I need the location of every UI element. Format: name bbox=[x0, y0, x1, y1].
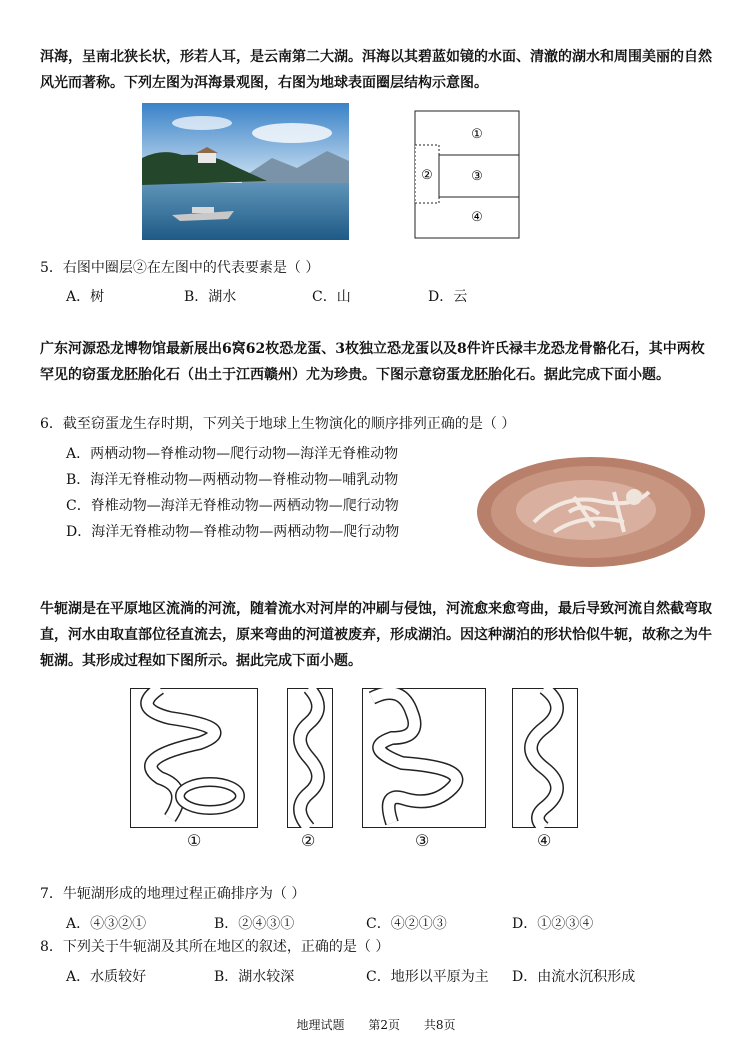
oviraptor-embryo-fossil-image bbox=[474, 452, 708, 570]
q7-option-c[interactable]: C．④②①③ bbox=[366, 916, 447, 932]
q6-option-a[interactable]: A．两栖动物—脊椎动物—爬行动物—海洋无脊椎动物 bbox=[66, 446, 399, 462]
section1-intro: 洱海，呈南北狭长状，形若人耳，是云南第二大湖。洱海以其碧蓝如镜的水面、清澈的湖水和周围美丽的自然风光而著称。下列左图为洱海景观图，右图为地球表面圈层结构示意图。 bbox=[40, 49, 712, 91]
q6-option-c[interactable]: C．脊椎动物—海洋无脊椎动物—两栖动物—爬行动物 bbox=[66, 498, 399, 514]
q5-option-b[interactable]: B．湖水 bbox=[184, 289, 237, 305]
section3-intro: 牛轭湖是在平原地区流淌的河流，随着流水对河岸的冲刷与侵蚀，河流愈来愈弯曲，最后导致河流自然截弯取直，河水由取直部位径直流去，原来弯曲的河道被废弃，形成湖泊。因这种湖泊的形状恰似牛轭，故称之为牛轭湖。其形成过程如下图所示。据此完成下面小题。 bbox=[40, 601, 712, 669]
footer-total: 共8页 bbox=[423, 1018, 456, 1032]
oxbow-panel-4-label: ④ bbox=[537, 831, 552, 850]
q5-stem: 5．右图中圈层②在左图中的代表要素是（ ） bbox=[40, 260, 320, 276]
q5-option-a[interactable]: A．树 bbox=[66, 289, 105, 305]
q7-stem: 7．牛轭湖形成的地理过程正确排序为（ ） bbox=[40, 886, 306, 902]
q7-option-a[interactable]: A．④③②① bbox=[66, 916, 147, 932]
q7-option-d[interactable]: D．①②③④ bbox=[512, 916, 594, 932]
q6-option-b[interactable]: B．海洋无脊椎动物—两栖动物—脊椎动物—哺乳动物 bbox=[66, 472, 399, 488]
oxbow-panel-3-river bbox=[362, 688, 486, 828]
q6-stem: 6．截至窃蛋龙生存时期，下列关于地球上生物演化的顺序排列正确的是（ ） bbox=[40, 416, 516, 432]
diagram-label-2: ② bbox=[421, 168, 433, 183]
earth-sphere-diagram bbox=[412, 110, 522, 240]
oxbow-panel-2-label: ② bbox=[301, 831, 316, 850]
q5-option-d[interactable]: D．云 bbox=[428, 289, 468, 305]
oxbow-panel-1-river bbox=[130, 688, 258, 828]
erhai-lake-photo bbox=[142, 103, 349, 240]
oxbow-panel-4-river bbox=[512, 688, 578, 828]
page-footer bbox=[0, 1016, 752, 1033]
q7-option-b[interactable]: B．②④③① bbox=[214, 916, 295, 932]
diagram-label-4: ④ bbox=[471, 210, 483, 225]
footer-page: 第2页 bbox=[368, 1018, 400, 1032]
diagram-label-1: ① bbox=[471, 127, 483, 142]
q8-stem: 8．下列关于牛轭湖及其所在地区的叙述，正确的是（ ） bbox=[40, 939, 390, 955]
q6-option-d[interactable]: D．海洋无脊椎动物—脊椎动物—两栖动物—爬行动物 bbox=[66, 524, 400, 540]
footer-subject: 地理试题 bbox=[296, 1018, 345, 1032]
q8-option-b[interactable]: B．湖水较深 bbox=[214, 969, 295, 985]
q5-option-c[interactable]: C．山 bbox=[312, 289, 351, 305]
q8-option-a[interactable]: A．水质较好 bbox=[66, 969, 147, 985]
q8-option-d[interactable]: D．由流水沉积形成 bbox=[512, 969, 636, 985]
q8-option-c[interactable]: C．地形以平原为主 bbox=[366, 969, 489, 985]
section2-intro: 广东河源恐龙博物馆最新展出6窝62枚恐龙蛋、3枚独立恐龙蛋以及8件许氏禄丰龙恐龙骨骼化石，其中两枚罕见的窃蛋龙胚胎化石（出土于江西赣州）尤为珍贵。下图示意窃蛋龙胚胎化石。据此完成下面小题。 bbox=[40, 341, 705, 383]
oxbow-panel-1-label: ① bbox=[187, 831, 202, 850]
diagram-label-3: ③ bbox=[471, 169, 483, 184]
oxbow-panel-3-label: ③ bbox=[415, 831, 430, 850]
oxbow-panel-2-river bbox=[287, 688, 333, 828]
